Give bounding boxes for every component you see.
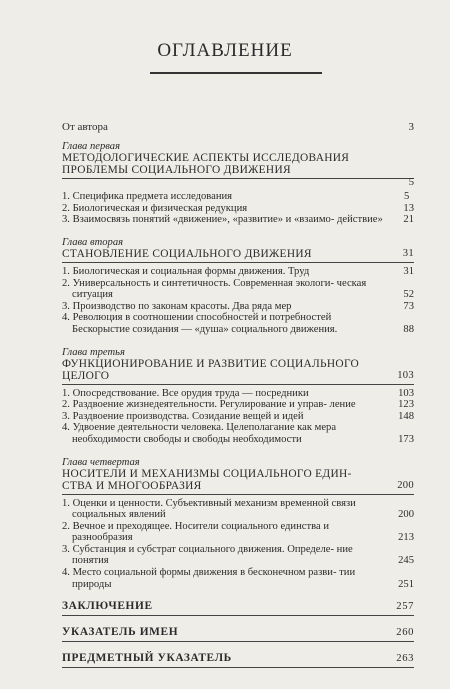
toc-entry bbox=[62, 498, 414, 521]
chapter-label: Глава четвертая bbox=[62, 456, 140, 468]
toc-conclusion bbox=[62, 600, 414, 613]
toc-entry-page: 52 bbox=[403, 289, 414, 301]
toc-entry bbox=[62, 266, 414, 278]
chapter-block bbox=[62, 457, 414, 591]
toc-entry bbox=[62, 399, 414, 411]
toc-entry-page: 5 bbox=[408, 176, 414, 188]
toc-entry bbox=[62, 176, 414, 192]
toc-entry-page: 31 bbox=[403, 265, 414, 277]
toc-ending-page: 263 bbox=[396, 653, 414, 665]
toc-entry-page: 13 bbox=[403, 202, 414, 214]
toc-intro bbox=[62, 122, 414, 134]
toc-entry bbox=[62, 214, 414, 226]
toc-entry-text: 4. Удвоение деятельности человека. Целеполагание как мера необходимости свободы и свободы необходимости bbox=[62, 422, 337, 445]
toc-ending-page: 257 bbox=[396, 601, 414, 613]
toc-entry-text: 1. Специфика предмета исследования bbox=[62, 191, 233, 203]
toc-entry-page: 123 bbox=[398, 399, 414, 411]
chapter-title bbox=[62, 152, 414, 176]
toc-ending-text: ПРЕДМЕТНЫЙ УКАЗАТЕЛЬ bbox=[62, 652, 232, 665]
toc-intro-label: От автора bbox=[62, 121, 108, 133]
title-rule bbox=[150, 72, 322, 74]
toc-entry-text: 2. Биологическая и физическая редукция bbox=[62, 202, 248, 214]
toc-entry-text: 2. Универсальность и синтетичность. Современная экологи- ческая ситуация bbox=[62, 277, 367, 301]
chapter-title-text: СТАНОВЛЕНИЕ СОЦИАЛЬНОГО ДВИЖЕНИЯ bbox=[62, 247, 312, 260]
page-title: ОГЛАВЛЕНИЕ bbox=[157, 40, 293, 61]
toc-entry bbox=[62, 278, 414, 301]
toc-entry bbox=[62, 567, 414, 590]
chapter-title-text: НОСИТЕЛИ И МЕХАНИЗМЫ СОЦИАЛЬНОГО ЕДИН- СТВА И МНОГООБРАЗИЯ bbox=[62, 467, 352, 492]
toc-entry-page: 245 bbox=[398, 555, 414, 567]
chapter-rule bbox=[62, 178, 414, 179]
ending-rule bbox=[62, 615, 414, 616]
chapter-title bbox=[62, 358, 414, 382]
toc-ending-text: ЗАКЛЮЧЕНИЕ bbox=[62, 600, 153, 613]
chapter-page: 200 bbox=[397, 479, 414, 491]
chapter-block bbox=[62, 237, 414, 336]
toc-entry-text: 2. Раздвоение жизнедеятельности. Регулирование и управ- ление bbox=[62, 399, 356, 411]
spacer bbox=[62, 336, 414, 343]
toc-entry-text: 1. Оценки и ценности. Субъективный механизм временной связи социальных явлений bbox=[62, 497, 356, 521]
chapter-label: Глава вторая bbox=[62, 236, 124, 248]
ending-rule bbox=[62, 667, 414, 668]
chapter-block bbox=[62, 141, 414, 226]
chapter-rule bbox=[62, 384, 414, 385]
chapter-page: 103 bbox=[397, 369, 414, 381]
chapter-title bbox=[62, 248, 414, 260]
toc-name-index bbox=[62, 626, 414, 639]
toc-entry-page: 103 bbox=[398, 387, 414, 399]
toc-entry bbox=[62, 301, 414, 313]
ending-rule bbox=[62, 641, 414, 642]
toc-entry bbox=[62, 411, 414, 423]
toc-entry bbox=[62, 544, 414, 567]
toc-entry-text: 3. Производство по законам красоты. Два ряда мер bbox=[62, 300, 292, 312]
toc-entry-page: 251 bbox=[398, 578, 414, 590]
chapter-title bbox=[62, 468, 414, 492]
toc-entry-text: 2. Вечное и преходящее. Носители социального единства и разнообразия bbox=[62, 520, 329, 544]
toc-entry-page: 200 bbox=[398, 509, 414, 521]
toc-entry-page: 148 bbox=[398, 410, 414, 422]
toc-ending-text: УКАЗАТЕЛЬ ИМЕН bbox=[62, 626, 179, 639]
chapter-block bbox=[62, 347, 414, 446]
toc-entry-text: 4. Место социальной формы движения в бесконечном разви- тии природы bbox=[62, 567, 356, 590]
toc-entry-page: 73 bbox=[403, 300, 414, 312]
toc-entry: 1. Специфика предмета исследования 5 bbox=[62, 191, 410, 203]
toc-entry-page: 173 bbox=[398, 433, 414, 445]
toc-entry-text: 3. Субстанция и субстрат социального движения. Определе- ние понятия bbox=[62, 543, 353, 567]
toc-entry-page: 21 bbox=[403, 214, 414, 226]
chapter-rule bbox=[62, 494, 414, 495]
toc-entry-page: 88 bbox=[403, 323, 414, 335]
chapter-page: 31 bbox=[402, 247, 414, 259]
toc-entry-page: 213 bbox=[398, 532, 414, 544]
toc-entry-text: 1. Опосредствование. Все орудия труда — посредники bbox=[62, 387, 309, 399]
toc-entry bbox=[62, 521, 414, 544]
toc-ending-page: 260 bbox=[396, 627, 414, 639]
spacer bbox=[62, 226, 414, 233]
toc-entry bbox=[62, 312, 414, 335]
toc-entry bbox=[62, 422, 414, 445]
chapter-label: Глава третья bbox=[62, 346, 125, 358]
chapter-rule bbox=[62, 262, 414, 263]
chapter-label: Глава первая bbox=[62, 140, 121, 152]
toc-entry-text: 3. Взаимосвязь понятий «движение», «развитие» и «взаимо- действие» bbox=[62, 214, 383, 226]
toc-entry-text: 3. Раздвоение производства. Созидание вещей и идей bbox=[62, 410, 304, 422]
toc-subject-index bbox=[62, 652, 414, 665]
spacer bbox=[62, 446, 414, 453]
toc-entry bbox=[62, 388, 414, 400]
toc-entry-text: 1. Биологическая и социальная формы движения. Труд bbox=[62, 265, 310, 277]
table-of-contents bbox=[62, 122, 414, 668]
toc-intro-page: 3 bbox=[408, 121, 414, 133]
toc-entry-text: 4. Революция в соотношении способностей и потребностей Бескорыстие созидания — «душа» социального движения. bbox=[62, 312, 338, 335]
chapter-title-text: МЕТОДОЛОГИЧЕСКИЕ АСПЕКТЫ ИССЛЕДОВАНИЯ ПРОБЛЕМЫ СОЦИАЛЬНОГО ДВИЖЕНИЯ bbox=[62, 151, 350, 176]
toc-entry bbox=[62, 203, 414, 215]
chapter-title-text: ФУНКЦИОНИРОВАНИЕ И РАЗВИТИЕ СОЦИАЛЬНОГО ЦЕЛОГО bbox=[62, 357, 360, 382]
